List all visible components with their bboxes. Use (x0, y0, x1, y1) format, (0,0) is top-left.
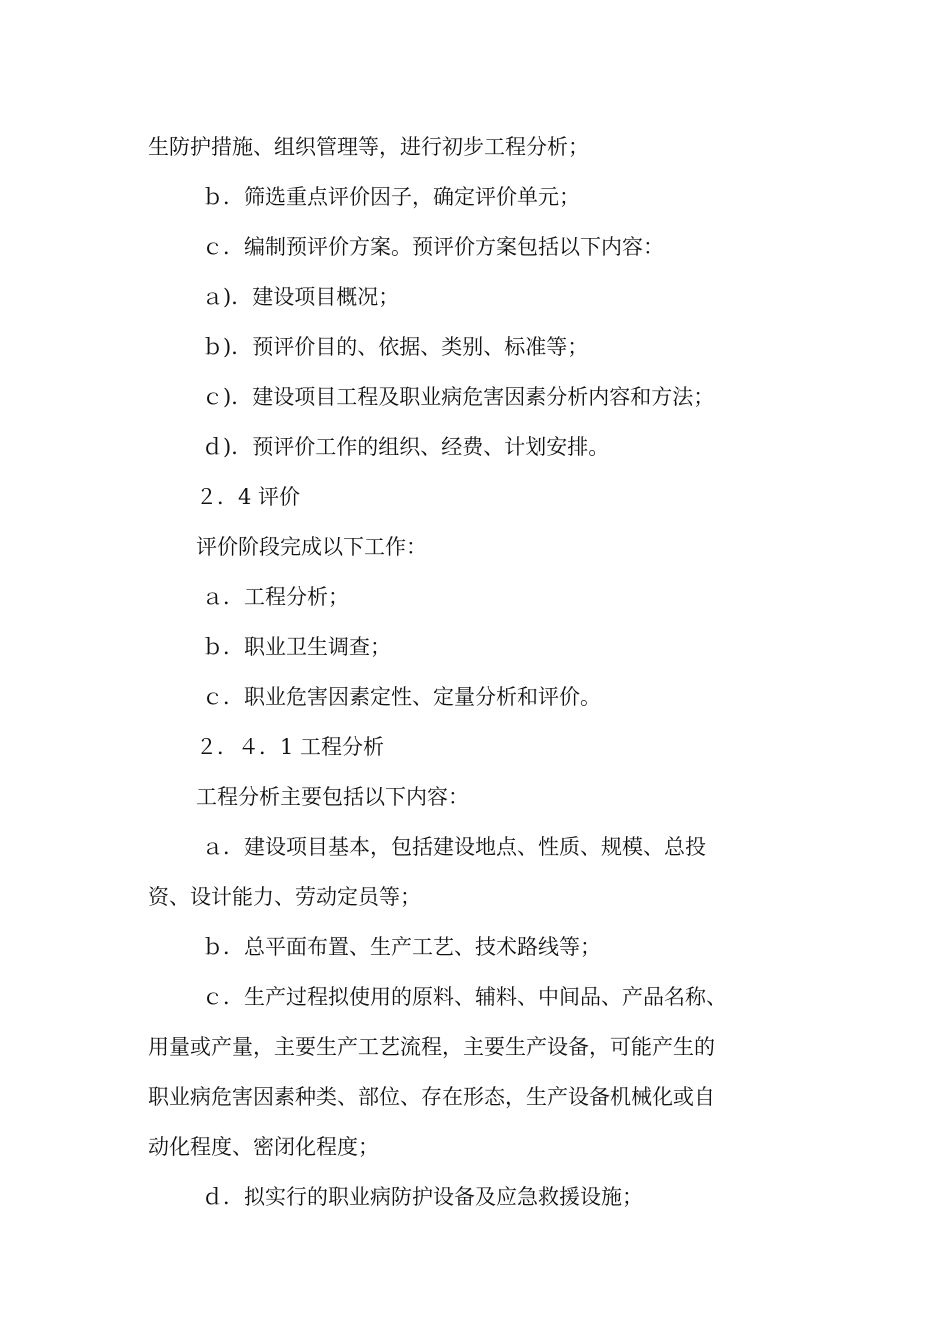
sub-item-c-analysis-methods: ｃ)．建设项目工程及职业病危害因素分析内容和方法； (202, 385, 715, 409)
sub-item-b-purpose: ｂ)．预评价目的、依据、类别、标准等； (202, 335, 589, 359)
list-item-b-layout: ｂ．总平面布置、生产工艺、技术路线等； (202, 935, 601, 959)
section-heading-2-4: ２．4 评价 (196, 485, 301, 509)
list-item-c-continuation-3: 动化程度、密闭化程度； (148, 1135, 379, 1159)
list-item-b-survey: ｂ．职业卫生调查； (202, 635, 391, 659)
sub-item-a-overview: ａ)．建设项目概况； (202, 285, 400, 309)
list-item-a-project-basics: ａ．建设项目基本，包括建设地点、性质、规模、总投 (202, 835, 706, 859)
list-item-d-protection: ｄ．拟实行的职业病防护设备及应急救援设施； (202, 1185, 643, 1209)
list-item-c-production: ｃ．生产过程拟使用的原料、辅料、中间品、产品名称、 (202, 985, 727, 1009)
list-item-c-continuation-2: 职业病危害因素种类、部位、存在形态，生产设备机械化或自 (148, 1085, 715, 1109)
list-item-a-engineering: ａ．工程分析； (202, 585, 349, 609)
paragraph-evaluation-intro: 评价阶段完成以下工作： (196, 535, 427, 559)
list-item-c-continuation-1: 用量或产量，主要生产工艺流程，主要生产设备，可能产生的 (148, 1035, 715, 1059)
list-item-c-compile-plan: ｃ．编制预评价方案。预评价方案包括以下内容： (202, 235, 664, 259)
list-item-a-continuation: 资、设计能力、劳动定员等； (148, 885, 421, 909)
list-item-c-hazard-analysis: ｃ．职业危害因素定性、定量分析和评价。 (202, 685, 601, 709)
paragraph-engineering-intro: 工程分析主要包括以下内容： (196, 785, 469, 809)
list-item-b-select-factors: ｂ．筛选重点评价因子，确定评价单元； (202, 185, 580, 209)
section-heading-2-4-1: ２．４．1 工程分析 (196, 735, 385, 759)
paragraph-continuation: 生防护措施、组织管理等，进行初步工程分析； (148, 135, 589, 159)
sub-item-d-organization: ｄ)．预评价工作的组织、经费、计划安排。 (202, 435, 610, 459)
document-body (148, 122, 808, 1222)
